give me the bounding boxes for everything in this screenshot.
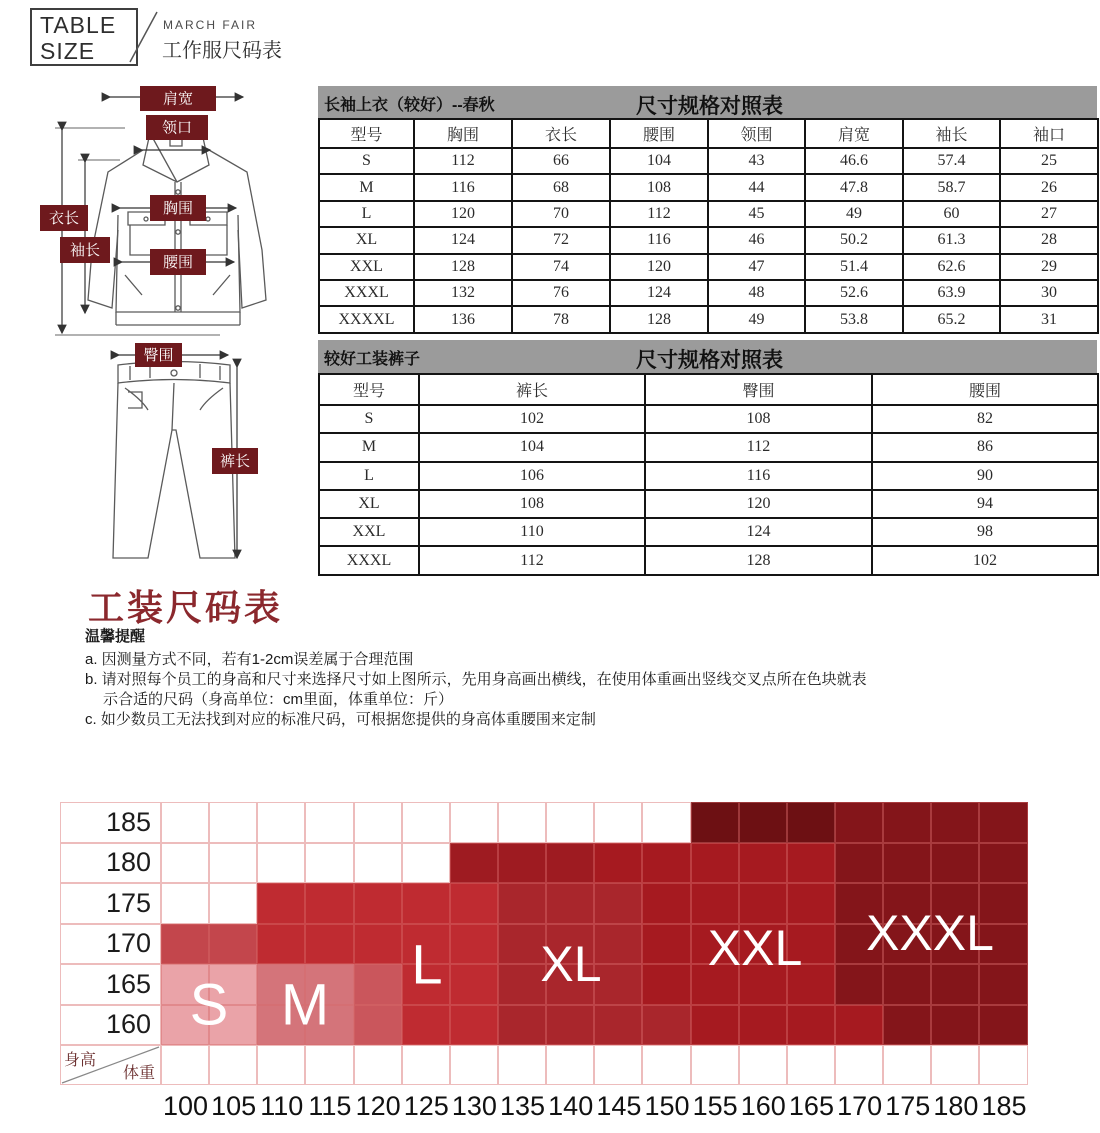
table-cell: 116 <box>610 227 708 253</box>
x-axis-label: 170 <box>837 1091 883 1121</box>
table-cell: 116 <box>414 174 512 200</box>
x-axis-label: 125 <box>403 1091 449 1121</box>
table-cell: 112 <box>645 433 872 461</box>
heatmap-cell <box>257 924 305 965</box>
table-cell: 66 <box>512 148 610 174</box>
heatmap-cell <box>305 843 353 884</box>
heatmap-cell <box>546 883 594 924</box>
table-cell: 76 <box>512 280 610 306</box>
x-axis-label: 165 <box>788 1091 834 1121</box>
table-cell: 70 <box>512 201 610 227</box>
heatmap-cell <box>979 964 1027 1005</box>
table-cell: XXL <box>319 254 414 280</box>
table-cell: 112 <box>610 201 708 227</box>
size-letter-s: S <box>189 972 229 1038</box>
table-cell: 61.3 <box>903 227 1000 253</box>
measure-label-jacket-length <box>40 205 88 231</box>
heatmap-empty-cell <box>594 1045 642 1085</box>
column-header: 腰围 <box>610 119 708 148</box>
y-axis-label: 180 <box>60 843 161 884</box>
table-cell: 28 <box>1000 227 1098 253</box>
note-line: c. 如少数员工无法找到对应的标准尺码，可根据您提供的身高体重腰围来定制 <box>85 711 596 728</box>
heatmap-cell <box>161 843 209 884</box>
heatmap-cell <box>354 843 402 884</box>
table-cell: 110 <box>419 518 645 546</box>
heatmap-cell <box>209 883 257 924</box>
heatmap-cell <box>354 924 402 965</box>
jacket-table-subtitle: 尺寸规格对照表 <box>636 95 783 118</box>
heatmap-empty-cell <box>739 1045 787 1085</box>
heatmap-empty-cell <box>450 1045 498 1085</box>
heatmap-cell <box>883 802 931 843</box>
slash-divider-icon <box>126 8 160 66</box>
table-cell: 132 <box>414 280 512 306</box>
column-header: 型号 <box>319 374 419 405</box>
table-cell: 108 <box>645 405 872 433</box>
heatmap-cell <box>739 1005 787 1046</box>
heatmap-cell <box>402 802 450 843</box>
x-axis-label: 180 <box>933 1091 979 1121</box>
measure-label-waist <box>150 249 206 275</box>
pants-size-table <box>318 373 1099 576</box>
x-axis-label: 145 <box>596 1091 642 1121</box>
table-cell: 49 <box>805 201 903 227</box>
table-cell: 90 <box>872 462 1098 490</box>
heatmap-cell <box>402 1005 450 1046</box>
y-axis-label: 170 <box>60 924 161 965</box>
jacket-table-title: 长袖上衣（较好）--春秋 <box>324 97 495 114</box>
heatmap-cell <box>209 924 257 965</box>
x-axis-label: 115 <box>308 1091 352 1121</box>
table-cell: 31 <box>1000 306 1098 332</box>
heatmap-cell <box>787 883 835 924</box>
table-cell: 30 <box>1000 280 1098 306</box>
note-line: a. 因测量方式不同，若有1-2cm误差属于合理范围 <box>85 651 414 668</box>
heatmap-cell <box>931 964 979 1005</box>
jacket-size-table <box>318 118 1099 334</box>
table-cell: 26 <box>1000 174 1098 200</box>
x-axis-label: 175 <box>885 1091 931 1121</box>
heatmap-cell <box>691 843 739 884</box>
heatmap-empty-cell <box>354 1045 402 1085</box>
table-row <box>319 433 1098 461</box>
measure-label-pants-length <box>212 448 258 474</box>
pants-table-title-bar <box>318 340 1097 373</box>
table-cell: 82 <box>872 405 1098 433</box>
heatmap-cell <box>498 964 546 1005</box>
table-cell: 124 <box>645 518 872 546</box>
heatmap-cell <box>354 883 402 924</box>
heatmap-cell <box>450 843 498 884</box>
table-cell: 108 <box>610 174 708 200</box>
size-letter-xxl: XXL <box>707 920 803 976</box>
notes-heading: 温馨提醒 <box>85 628 146 645</box>
y-axis-label: 165 <box>60 964 161 1005</box>
heatmap-cell <box>883 964 931 1005</box>
table-cell: 124 <box>414 227 512 253</box>
heatmap-cell <box>642 1005 690 1046</box>
table-cell: M <box>319 433 419 461</box>
table-cell: 60 <box>903 201 1000 227</box>
size-letter-l: L <box>411 932 443 996</box>
table-row <box>319 546 1098 574</box>
table-cell: 27 <box>1000 201 1098 227</box>
heatmap-cell <box>498 924 546 965</box>
table-cell: 104 <box>610 148 708 174</box>
table-row <box>319 462 1098 490</box>
column-header: 胸围 <box>414 119 512 148</box>
heatmap-empty-cell <box>979 1045 1027 1085</box>
table-cell: 112 <box>419 546 645 574</box>
logo-line-2: SIZE <box>40 38 96 64</box>
table-cell: 47 <box>708 254 805 280</box>
measure-label-hip <box>135 343 182 367</box>
table-size-logo <box>30 8 138 66</box>
table-row <box>319 174 1098 200</box>
table-cell: 65.2 <box>903 306 1000 332</box>
heatmap-empty-cell <box>546 1045 594 1085</box>
heatmap-cell <box>835 843 883 884</box>
heatmap-cell <box>354 802 402 843</box>
heatmap-cell <box>931 802 979 843</box>
svg-text:领口: 领口 <box>161 119 193 137</box>
svg-text:袖长: 袖长 <box>69 242 101 259</box>
heatmap-cell <box>691 883 739 924</box>
measure-label-collar <box>146 115 208 140</box>
table-cell: 25 <box>1000 148 1098 174</box>
x-axis-label: 185 <box>981 1091 1027 1121</box>
note-line: 示合适的尺码（身高单位：cm里面，体重单位：斤） <box>103 691 453 708</box>
svg-text:衣长: 衣长 <box>48 210 80 227</box>
x-axis-label: 140 <box>548 1091 594 1121</box>
jacket-table-title-bar <box>318 86 1097 118</box>
table-cell: 120 <box>645 490 872 518</box>
y-axis-label: 175 <box>60 883 161 924</box>
heatmap-cell <box>979 802 1027 843</box>
pants-size-table-section <box>318 340 1097 576</box>
heatmap-cell <box>594 802 642 843</box>
table-cell: 106 <box>419 462 645 490</box>
heatmap-cell <box>402 883 450 924</box>
heatmap-cell <box>594 843 642 884</box>
heatmap-cell <box>739 802 787 843</box>
heatmap-cell <box>642 924 690 965</box>
table-cell: 104 <box>419 433 645 461</box>
heatmap-cell <box>305 883 353 924</box>
heatmap-cell <box>450 1005 498 1046</box>
heatmap-cell <box>498 802 546 843</box>
heatmap-cell <box>642 802 690 843</box>
table-cell: XL <box>319 227 414 253</box>
table-cell: 53.8 <box>805 306 903 332</box>
svg-text:裤长: 裤长 <box>219 453 251 470</box>
table-cell: S <box>319 405 419 433</box>
table-cell: 44 <box>708 174 805 200</box>
heatmap-empty-cell <box>498 1045 546 1085</box>
heatmap-cell <box>161 802 209 843</box>
table-cell: 102 <box>419 405 645 433</box>
column-header: 裤长 <box>419 374 645 405</box>
heatmap-cell <box>161 924 209 965</box>
x-axis-label: 135 <box>500 1091 546 1121</box>
heatmap-cell <box>739 883 787 924</box>
table-cell: 94 <box>872 490 1098 518</box>
heatmap-cell <box>931 843 979 884</box>
heatmap-cell <box>402 843 450 884</box>
table-cell: 102 <box>872 546 1098 574</box>
heatmap-empty-cell <box>642 1045 690 1085</box>
heatmap-cell <box>354 964 402 1005</box>
table-cell: L <box>319 462 419 490</box>
x-axis-label: 155 <box>692 1091 738 1121</box>
heatmap-cell <box>931 1005 979 1046</box>
heatmap-cell <box>883 843 931 884</box>
heatmap-cell <box>979 843 1027 884</box>
table-cell: L <box>319 201 414 227</box>
column-header: 型号 <box>319 119 414 148</box>
table-cell: 128 <box>645 546 872 574</box>
column-header: 衣长 <box>512 119 610 148</box>
table-cell: 62.6 <box>903 254 1000 280</box>
heatmap-cell <box>546 843 594 884</box>
brand-text: MARCH FAIR <box>163 18 258 32</box>
table-row <box>319 201 1098 227</box>
table-cell: 46 <box>708 227 805 253</box>
axis-corner-cell <box>60 1045 161 1085</box>
x-axis-label: 160 <box>740 1091 786 1121</box>
corner-weight-label: 体重 <box>122 1065 155 1082</box>
x-axis-label: 150 <box>644 1091 690 1121</box>
table-row <box>319 280 1098 306</box>
table-cell: 58.7 <box>903 174 1000 200</box>
table-row <box>319 254 1098 280</box>
table-cell: XXXXL <box>319 306 414 332</box>
heatmap-cell <box>209 802 257 843</box>
svg-text:腰围: 腰围 <box>162 254 194 271</box>
heatmap-cell <box>546 802 594 843</box>
jacket-size-table-section <box>318 86 1097 334</box>
heatmap-cell <box>594 1005 642 1046</box>
heatmap-cell <box>257 843 305 884</box>
heatmap-cell <box>450 802 498 843</box>
table-cell: 112 <box>414 148 512 174</box>
size-letter-xl: XL <box>540 936 602 992</box>
y-axis-label: 185 <box>60 802 161 843</box>
heatmap-empty-cell <box>931 1045 979 1085</box>
table-cell: 52.6 <box>805 280 903 306</box>
heatmap-cell <box>305 802 353 843</box>
heatmap-cell <box>787 843 835 884</box>
heatmap-empty-cell <box>787 1045 835 1085</box>
table-cell: 108 <box>419 490 645 518</box>
table-header-row <box>319 119 1098 148</box>
heatmap-cell <box>787 1005 835 1046</box>
table-cell: 136 <box>414 306 512 332</box>
table-cell: 120 <box>414 201 512 227</box>
heatmap-empty-cell <box>161 1045 209 1085</box>
table-cell: 57.4 <box>903 148 1000 174</box>
heatmap-empty-cell <box>883 1045 931 1085</box>
column-header: 领围 <box>708 119 805 148</box>
heatmap-cell <box>450 883 498 924</box>
measure-label-chest <box>150 195 206 221</box>
size-letter-xxxl: XXXL <box>866 905 994 961</box>
heatmap-cell <box>691 802 739 843</box>
column-header: 腰围 <box>872 374 1098 405</box>
measure-label-sleeve-length <box>60 237 110 263</box>
table-cell: XL <box>319 490 419 518</box>
heatmap-cell <box>835 964 883 1005</box>
heatmap-cell <box>354 1005 402 1046</box>
table-cell: 50.2 <box>805 227 903 253</box>
table-cell: 86 <box>872 433 1098 461</box>
heatmap-cell <box>642 843 690 884</box>
table-cell: S <box>319 148 414 174</box>
table-cell: 128 <box>414 254 512 280</box>
heatmap-cell <box>787 802 835 843</box>
table-header-row <box>319 374 1098 405</box>
heatmap-cell <box>498 883 546 924</box>
table-row <box>319 306 1098 332</box>
dimension-arrows <box>55 97 243 558</box>
table-cell: 51.4 <box>805 254 903 280</box>
column-header: 袖长 <box>903 119 1000 148</box>
table-cell: 74 <box>512 254 610 280</box>
heatmap-cell <box>257 802 305 843</box>
heatmap-cell <box>979 1005 1027 1046</box>
column-header: 袖口 <box>1000 119 1098 148</box>
logo-line-1: TABLE <box>40 12 117 38</box>
notes-block <box>85 627 867 730</box>
table-cell: 98 <box>872 518 1098 546</box>
table-cell: 78 <box>512 306 610 332</box>
heatmap-cell <box>594 883 642 924</box>
heatmap-empty-cell <box>257 1045 305 1085</box>
pants-table-title: 较好工装裤子 <box>324 351 421 368</box>
table-cell: 43 <box>708 148 805 174</box>
table-cell: 124 <box>610 280 708 306</box>
heatmap-cell <box>450 964 498 1005</box>
heatmap-empty-cell <box>835 1045 883 1085</box>
heatmap-cell <box>691 1005 739 1046</box>
x-axis-label: 100 <box>162 1091 209 1121</box>
note-line: b. 请对照每个员工的身高和尺寸来选择尺寸如上图所示，先用身高画出横线，在使用体重画出竖线交叉点所在色块就表 <box>85 671 867 688</box>
svg-text:胸围: 胸围 <box>162 200 194 217</box>
table-cell: M <box>319 174 414 200</box>
heatmap-cell <box>642 964 690 1005</box>
table-row <box>319 227 1098 253</box>
table-cell: 49 <box>708 306 805 332</box>
table-cell: 116 <box>645 462 872 490</box>
heatmap-cell <box>835 802 883 843</box>
svg-text:臀围: 臀围 <box>143 347 174 364</box>
pants-table-subtitle: 尺寸规格对照表 <box>636 349 783 372</box>
table-cell: XXXL <box>319 546 419 574</box>
table-cell: 46.6 <box>805 148 903 174</box>
heatmap-cell <box>498 843 546 884</box>
x-axis-label: 130 <box>451 1091 497 1121</box>
table-cell: 47.8 <box>805 174 903 200</box>
table-cell: 48 <box>708 280 805 306</box>
table-cell: XXXL <box>319 280 414 306</box>
heatmap-cell <box>739 843 787 884</box>
table-cell: 72 <box>512 227 610 253</box>
table-row <box>319 490 1098 518</box>
table-cell: XXL <box>319 518 419 546</box>
garment-measure-diagram <box>30 70 315 590</box>
heatmap-cell <box>546 1005 594 1046</box>
size-letter-m: M <box>280 972 330 1038</box>
corner-height-label: 身高 <box>64 1052 97 1069</box>
heatmap-cell <box>450 924 498 965</box>
heatmap-empty-cell <box>691 1045 739 1085</box>
column-header: 肩宽 <box>805 119 903 148</box>
section-title: 工装尺码表 <box>88 587 284 628</box>
table-cell: 128 <box>610 306 708 332</box>
heatmap-cell <box>305 924 353 965</box>
jacket-outline <box>88 133 266 325</box>
heatmap-cell <box>257 883 305 924</box>
x-axis-label: 120 <box>355 1091 401 1121</box>
heatmap-cell <box>161 883 209 924</box>
heatmap-empty-cell <box>305 1045 353 1085</box>
heatmap-empty-cell <box>402 1045 450 1085</box>
y-axis-label: 160 <box>60 1005 161 1046</box>
table-cell: 63.9 <box>903 280 1000 306</box>
heatmap-cell <box>642 883 690 924</box>
svg-text:肩宽: 肩宽 <box>162 90 194 108</box>
heatmap-cell <box>835 1005 883 1046</box>
heatmap-cell <box>209 843 257 884</box>
table-cell: 68 <box>512 174 610 200</box>
table-row <box>319 148 1098 174</box>
table-cell: 120 <box>610 254 708 280</box>
table-row <box>319 518 1098 546</box>
page-title: 工作服尺码表 <box>162 40 282 62</box>
x-axis-label: 105 <box>211 1091 257 1121</box>
table-cell: 29 <box>1000 254 1098 280</box>
heatmap-cell <box>498 1005 546 1046</box>
table-cell: 45 <box>708 201 805 227</box>
x-axis-label: 110 <box>260 1091 304 1121</box>
heatmap-empty-cell <box>209 1045 257 1085</box>
heatmap-cell <box>883 1005 931 1046</box>
column-header: 臀围 <box>645 374 872 405</box>
measure-label-shoulder-width <box>140 86 216 111</box>
table-row <box>319 405 1098 433</box>
